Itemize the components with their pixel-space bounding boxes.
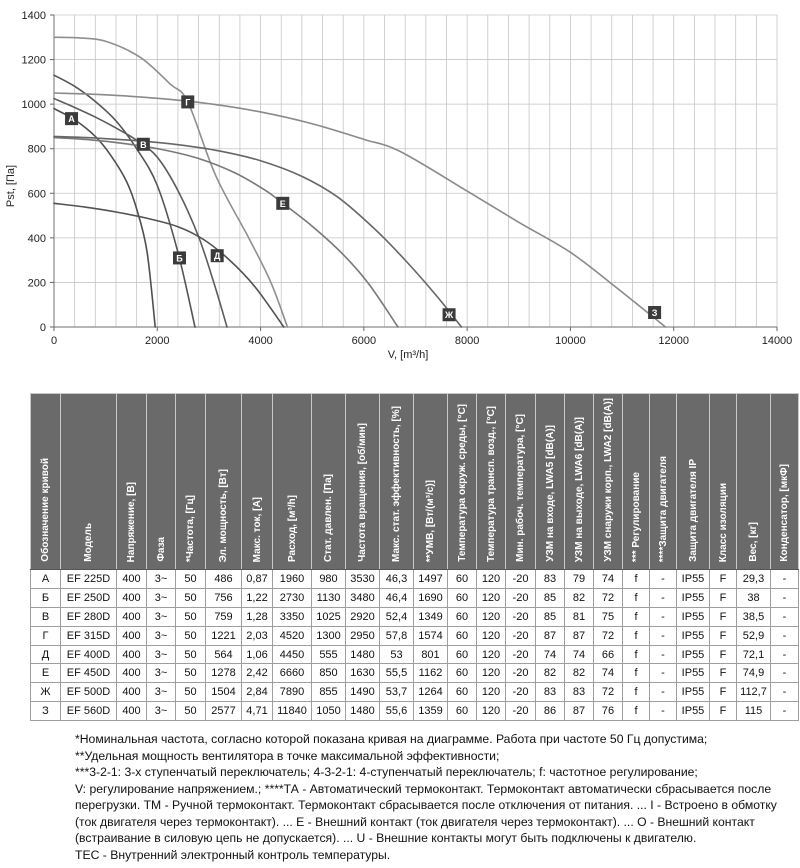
col-sfp: **УМВ, [Вт/(м³/с)] bbox=[414, 394, 448, 570]
table-cell: 2,42 bbox=[242, 664, 273, 683]
col-noise-outlet: УЗМ на выходе, LWA6 [dB(A)] bbox=[565, 394, 594, 570]
table-cell: 52,4 bbox=[380, 607, 414, 626]
table-cell: 1497 bbox=[414, 570, 448, 589]
y-tick-label: 1400 bbox=[21, 10, 46, 22]
table-cell: - bbox=[771, 588, 799, 607]
col-ip: Защита двигателя IP bbox=[677, 394, 710, 570]
table-cell: -20 bbox=[506, 683, 536, 702]
table-cell: 38 bbox=[737, 588, 771, 607]
col-insulation-class: Класс изоляции bbox=[710, 394, 737, 570]
table-cell: 120 bbox=[477, 664, 506, 683]
table-cell: 400 bbox=[117, 702, 147, 721]
y-axis-title: Pst, [Па] bbox=[5, 164, 17, 208]
table-cell: Г bbox=[31, 626, 61, 645]
chart-grid bbox=[54, 15, 777, 327]
table-cell: 1349 bbox=[414, 607, 448, 626]
table-cell: 52,9 bbox=[737, 626, 771, 645]
spec-table bbox=[30, 393, 799, 721]
table-cell: 87 bbox=[565, 702, 594, 721]
table-cell: 60 bbox=[448, 607, 477, 626]
table-cell: f bbox=[623, 607, 650, 626]
table-cell: 7890 bbox=[273, 683, 312, 702]
footnote-line: перегрузки. ТМ - Ручной термоконтакт. Термоконтакт сбрасывается после отключения от питания. ... I - Встроено в обмотку bbox=[75, 798, 777, 813]
table-cell: 855 bbox=[312, 683, 346, 702]
table-cell: -20 bbox=[506, 702, 536, 721]
chart-curve-labels bbox=[65, 95, 661, 321]
table-row bbox=[31, 702, 799, 721]
table-cell: 400 bbox=[117, 683, 147, 702]
table-cell: 2,84 bbox=[242, 683, 273, 702]
table-cell: 801 bbox=[414, 645, 448, 664]
table-cell: 3~ bbox=[147, 607, 176, 626]
table-cell: - bbox=[650, 683, 677, 702]
table-cell: 2920 bbox=[346, 607, 380, 626]
table-cell: 400 bbox=[117, 626, 147, 645]
table-cell: 50 bbox=[176, 683, 206, 702]
table-cell: -20 bbox=[506, 626, 536, 645]
table-cell: 564 bbox=[206, 645, 242, 664]
table-cell: 60 bbox=[448, 664, 477, 683]
table-cell: EF 225D bbox=[61, 570, 117, 589]
table-cell: 1574 bbox=[414, 626, 448, 645]
curve-label: Д bbox=[213, 251, 221, 262]
col-power: Эл. мощность, [Вт] bbox=[206, 394, 242, 570]
table-cell: 3350 bbox=[273, 607, 312, 626]
table-cell: 50 bbox=[176, 588, 206, 607]
table-cell: 1,06 bbox=[242, 645, 273, 664]
curve-label: З bbox=[651, 308, 658, 319]
table-cell: 11840 bbox=[273, 702, 312, 721]
col-capacitor: Конденсатор, [мкФ] bbox=[771, 394, 799, 570]
table-cell: 46,4 bbox=[380, 588, 414, 607]
col-model: Модель bbox=[61, 394, 117, 570]
table-row bbox=[31, 588, 799, 607]
table-cell: - bbox=[771, 683, 799, 702]
table-cell: 120 bbox=[477, 607, 506, 626]
table-cell: 81 bbox=[565, 607, 594, 626]
y-tick-label: 600 bbox=[27, 188, 46, 201]
table-cell: - bbox=[771, 664, 799, 683]
table-cell: 72 bbox=[594, 683, 623, 702]
curve-З bbox=[54, 93, 665, 327]
table-cell: 1,28 bbox=[242, 607, 273, 626]
y-tick-label: 800 bbox=[27, 143, 46, 156]
table-cell: F bbox=[710, 570, 737, 589]
table-cell: А bbox=[31, 570, 61, 589]
footnote-line: ***3-2-1: 3-х ступенчатый переключатель; 4-3-2-1: 4-ступенчатый переключатель; f: частотное регулирование; bbox=[75, 765, 698, 780]
table-cell: 1480 bbox=[346, 702, 380, 721]
table-cell: 400 bbox=[117, 645, 147, 664]
table-cell: 83 bbox=[565, 683, 594, 702]
table-cell: 83 bbox=[536, 683, 565, 702]
table-cell: 85 bbox=[536, 607, 565, 626]
x-tick-label: 14000 bbox=[761, 335, 793, 347]
table-cell: - bbox=[771, 702, 799, 721]
table-cell: 50 bbox=[176, 702, 206, 721]
table-cell: 1300 bbox=[312, 626, 346, 645]
y-tick-label: 200 bbox=[27, 277, 46, 290]
table-cell: EF 280D bbox=[61, 607, 117, 626]
table-cell: 1,22 bbox=[242, 588, 273, 607]
table-cell: 3~ bbox=[147, 664, 176, 683]
table-cell: 50 bbox=[176, 626, 206, 645]
fan-curves-chart bbox=[0, 0, 800, 372]
table-cell: - bbox=[650, 702, 677, 721]
table-cell: 1162 bbox=[414, 664, 448, 683]
table-row bbox=[31, 664, 799, 683]
col-max-efficiency: Макс. стат. эффективность, [%] bbox=[380, 394, 414, 570]
curve-label: А bbox=[68, 114, 75, 125]
table-cell: 3530 bbox=[346, 570, 380, 589]
col-ambient-temp: Температура окруж. среды, [°C] bbox=[448, 394, 477, 570]
table-cell: - bbox=[771, 570, 799, 589]
table-cell: F bbox=[710, 626, 737, 645]
table-cell: 555 bbox=[312, 645, 346, 664]
chart-curves bbox=[54, 37, 665, 327]
x-tick-label: 10000 bbox=[555, 335, 586, 347]
table-cell: - bbox=[650, 626, 677, 645]
table-cell: IP55 bbox=[677, 664, 710, 683]
table-cell: 29,3 bbox=[737, 570, 771, 589]
table-cell: 2950 bbox=[346, 626, 380, 645]
x-tick-label: 12000 bbox=[658, 335, 690, 347]
table-cell: 3480 bbox=[346, 588, 380, 607]
table-cell: EF 315D bbox=[61, 626, 117, 645]
table-cell: 400 bbox=[117, 607, 147, 626]
table-cell: Е bbox=[31, 664, 61, 683]
table-cell: - bbox=[650, 570, 677, 589]
table-cell: 980 bbox=[312, 570, 346, 589]
y-tick-label: 1200 bbox=[21, 54, 46, 67]
curve-Е bbox=[54, 138, 398, 327]
y-tick-label: 400 bbox=[27, 232, 46, 245]
table-cell: -20 bbox=[506, 607, 536, 626]
table-cell: 82 bbox=[565, 588, 594, 607]
table-cell: 60 bbox=[448, 626, 477, 645]
table-cell: 3~ bbox=[147, 645, 176, 664]
table-cell: 3~ bbox=[147, 626, 176, 645]
table-cell: 120 bbox=[477, 702, 506, 721]
table-cell: - bbox=[650, 607, 677, 626]
curve-label: Е bbox=[279, 198, 286, 209]
table-cell: 0,87 bbox=[242, 570, 273, 589]
table-cell: IP55 bbox=[677, 683, 710, 702]
x-tick-label: 8000 bbox=[454, 335, 480, 347]
table-cell: 46,3 bbox=[380, 570, 414, 589]
table-cell: 66 bbox=[594, 645, 623, 664]
table-cell: - bbox=[771, 607, 799, 626]
y-tick-label: 0 bbox=[39, 322, 46, 334]
table-cell: Ж bbox=[31, 683, 61, 702]
x-tick-label: 4000 bbox=[248, 335, 273, 347]
table-cell: 3~ bbox=[147, 570, 176, 589]
table-cell: 400 bbox=[117, 570, 147, 589]
table-cell: 115 bbox=[737, 702, 771, 721]
table-cell: 3~ bbox=[147, 588, 176, 607]
footnote-line: (встраивание в силовую цепь не допускается). ... U - Внешние контакты могут быть подключены к двигателю. bbox=[75, 831, 697, 846]
table-cell: 400 bbox=[117, 664, 147, 683]
table-cell: 53,7 bbox=[380, 683, 414, 702]
table-row bbox=[31, 645, 799, 664]
x-axis-title: V, [m³/h] bbox=[387, 349, 429, 361]
table-cell: 3~ bbox=[147, 702, 176, 721]
table-cell: 756 bbox=[206, 588, 242, 607]
table-cell: 55,6 bbox=[380, 702, 414, 721]
col-phase: Фаза bbox=[147, 394, 176, 570]
table-cell: 120 bbox=[477, 570, 506, 589]
table-cell: 38,5 bbox=[737, 607, 771, 626]
table-cell: 759 bbox=[206, 607, 242, 626]
curve-label: В bbox=[140, 139, 147, 150]
x-tick-label: 0 bbox=[50, 335, 58, 347]
table-cell: 2577 bbox=[206, 702, 242, 721]
table-cell: f bbox=[623, 626, 650, 645]
col-regulation: *** Регулирование bbox=[623, 394, 650, 570]
table-cell: 400 bbox=[117, 588, 147, 607]
table-cell: - bbox=[771, 626, 799, 645]
table-cell: 1359 bbox=[414, 702, 448, 721]
table-cell: 120 bbox=[477, 645, 506, 664]
col-min-work-temp: Мин. рабоч. температура, [°C] bbox=[506, 394, 536, 570]
table-cell: 1960 bbox=[273, 570, 312, 589]
table-cell: 4,71 bbox=[242, 702, 273, 721]
table-row bbox=[31, 683, 799, 702]
col-curve: Обозначение кривой bbox=[31, 394, 61, 570]
footnote-line: ТЕС - Внутренний электронный контроль температуры. bbox=[75, 847, 391, 862]
table-cell: В bbox=[31, 607, 61, 626]
footnote-line: (ток двигателя через термоконтакт). ... Е - Внешний контакт (ток двигателя через термоконтакт). ... О - Внешний контакт bbox=[75, 814, 755, 829]
footnotes bbox=[75, 731, 790, 863]
x-tick-label: 2000 bbox=[145, 335, 170, 347]
table-cell: 55,5 bbox=[380, 664, 414, 683]
table-cell: EF 400D bbox=[61, 645, 117, 664]
table-cell: 1264 bbox=[414, 683, 448, 702]
table-cell: EF 250D bbox=[61, 588, 117, 607]
col-airflow: Расход, [м³/h] bbox=[273, 394, 312, 570]
table-cell: 4450 bbox=[273, 645, 312, 664]
table-cell: 74 bbox=[594, 664, 623, 683]
col-weight: Вес, [кг] bbox=[737, 394, 771, 570]
table-cell: F bbox=[710, 664, 737, 683]
table-cell: 486 bbox=[206, 570, 242, 589]
table-cell: -20 bbox=[506, 570, 536, 589]
chart-tick-labels bbox=[22, 10, 793, 347]
table-cell: f bbox=[623, 645, 650, 664]
table-cell: 60 bbox=[448, 570, 477, 589]
table-cell: 76 bbox=[594, 702, 623, 721]
table-cell: 72 bbox=[594, 626, 623, 645]
table-cell: 120 bbox=[477, 683, 506, 702]
table-cell: 112,7 bbox=[737, 683, 771, 702]
table-cell: -20 bbox=[506, 588, 536, 607]
table-cell: - bbox=[650, 588, 677, 607]
table-cell: f bbox=[623, 664, 650, 683]
table-cell: 850 bbox=[312, 664, 346, 683]
curve-label: Б bbox=[176, 253, 183, 264]
col-noise-casing: УЗМ снаружи корп., LWA2 [dB(A)] bbox=[594, 394, 623, 570]
table-cell: 74 bbox=[565, 645, 594, 664]
y-tick-label: 1000 bbox=[21, 99, 46, 112]
table-cell: 53 bbox=[380, 645, 414, 664]
table-cell: 6660 bbox=[273, 664, 312, 683]
curve-label: Ж bbox=[444, 310, 454, 321]
table-cell: 86 bbox=[536, 702, 565, 721]
table-cell: IP55 bbox=[677, 588, 710, 607]
footnote-line: V: регулирование напряжением.; ****ТА - Автоматический термоконтакт. Термоконтакт автоматически сбрасывается после bbox=[75, 781, 772, 796]
table-cell: 50 bbox=[176, 645, 206, 664]
table-row bbox=[31, 607, 799, 626]
table-cell: 50 bbox=[176, 664, 206, 683]
table-cell: - bbox=[771, 645, 799, 664]
spec-table-body bbox=[31, 570, 799, 721]
spec-table-head bbox=[31, 394, 799, 570]
col-noise-inlet: УЗМ на входе, LWA5 [dB(A)] bbox=[536, 394, 565, 570]
table-cell: 60 bbox=[448, 683, 477, 702]
table-cell: f bbox=[623, 588, 650, 607]
table-cell: 74,9 bbox=[737, 664, 771, 683]
chart-axes bbox=[50, 15, 777, 331]
table-cell: 60 bbox=[448, 588, 477, 607]
table-cell: 2,03 bbox=[242, 626, 273, 645]
table-cell: 3~ bbox=[147, 683, 176, 702]
curve-В bbox=[54, 99, 227, 327]
col-max-current: Макс. ток, [А] bbox=[242, 394, 273, 570]
table-cell: 74 bbox=[536, 645, 565, 664]
table-cell: 50 bbox=[176, 570, 206, 589]
table-cell: 1221 bbox=[206, 626, 242, 645]
footnote-line: **Удельная мощность вентилятора в точке максимальной эффективности; bbox=[75, 748, 500, 763]
table-cell: 1690 bbox=[414, 588, 448, 607]
col-frequency: *Частота, [Гц] bbox=[176, 394, 206, 570]
table-cell: - bbox=[650, 664, 677, 683]
table-cell: 60 bbox=[448, 702, 477, 721]
table-cell: 1278 bbox=[206, 664, 242, 683]
table-cell: F bbox=[710, 645, 737, 664]
curve-Ж bbox=[54, 136, 461, 327]
table-cell: 74 bbox=[594, 570, 623, 589]
table-cell: 60 bbox=[448, 645, 477, 664]
table-cell: З bbox=[31, 702, 61, 721]
table-cell: 85 bbox=[536, 588, 565, 607]
table-cell: IP55 bbox=[677, 570, 710, 589]
table-cell: 1025 bbox=[312, 607, 346, 626]
table-cell: F bbox=[710, 588, 737, 607]
table-cell: 1480 bbox=[346, 645, 380, 664]
table-cell: 82 bbox=[536, 664, 565, 683]
col-transport-air-temp: Температура трансп. возд., [°C] bbox=[477, 394, 506, 570]
table-cell: 75 bbox=[594, 607, 623, 626]
table-cell: 2730 bbox=[273, 588, 312, 607]
table-cell: - bbox=[650, 645, 677, 664]
table-cell: EF 560D bbox=[61, 702, 117, 721]
table-cell: 57,8 bbox=[380, 626, 414, 645]
table-cell: Д bbox=[31, 645, 61, 664]
table-cell: EF 450D bbox=[61, 664, 117, 683]
table-row bbox=[31, 626, 799, 645]
table-cell: 120 bbox=[477, 588, 506, 607]
table-cell: -20 bbox=[506, 664, 536, 683]
table-cell: 1490 bbox=[346, 683, 380, 702]
table-cell: 50 bbox=[176, 607, 206, 626]
table-cell: 87 bbox=[565, 626, 594, 645]
table-cell: EF 500D bbox=[61, 683, 117, 702]
table-cell: F bbox=[710, 702, 737, 721]
table-cell: 120 bbox=[477, 626, 506, 645]
col-motor-protection: ****Защита двигателя bbox=[650, 394, 677, 570]
header-row bbox=[31, 394, 799, 570]
col-rpm: Частота вращения, [об/мин] bbox=[346, 394, 380, 570]
table-cell: 72,1 bbox=[737, 645, 771, 664]
table-cell: IP55 bbox=[677, 626, 710, 645]
table-cell: -20 bbox=[506, 645, 536, 664]
table-cell: 79 bbox=[565, 570, 594, 589]
table-cell: Б bbox=[31, 588, 61, 607]
chart-svg bbox=[0, 0, 800, 372]
table-cell: 1130 bbox=[312, 588, 346, 607]
table-cell: f bbox=[623, 570, 650, 589]
x-tick-label: 6000 bbox=[351, 335, 377, 347]
col-static-pressure: Стат. давлен. [Па] bbox=[312, 394, 346, 570]
footnote-line: *Номинальная частота, согласно которой показана кривая на диаграмме. Работа при частоте 50 Гц допустима; bbox=[75, 732, 708, 747]
table-cell: F bbox=[710, 683, 737, 702]
table-cell: f bbox=[623, 683, 650, 702]
col-voltage: Напряжение, [В] bbox=[117, 394, 147, 570]
table-cell: IP55 bbox=[677, 645, 710, 664]
table-cell: 1630 bbox=[346, 664, 380, 683]
table-cell: 1050 bbox=[312, 702, 346, 721]
table-cell: F bbox=[710, 607, 737, 626]
curve-label: Г bbox=[185, 97, 191, 108]
table-cell: IP55 bbox=[677, 607, 710, 626]
table-cell: f bbox=[623, 702, 650, 721]
table-cell: 4520 bbox=[273, 626, 312, 645]
table-cell: IP55 bbox=[677, 702, 710, 721]
table-cell: 72 bbox=[594, 588, 623, 607]
table-cell: 82 bbox=[565, 664, 594, 683]
table-row bbox=[31, 570, 799, 589]
table-cell: 83 bbox=[536, 570, 565, 589]
table-cell: 87 bbox=[536, 626, 565, 645]
table-cell: 1504 bbox=[206, 683, 242, 702]
